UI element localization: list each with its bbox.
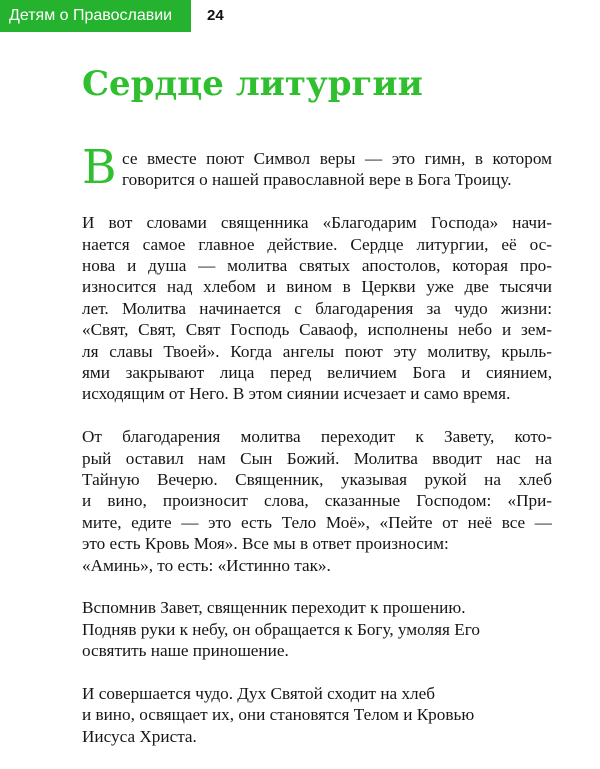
text-line: говорится о нашей православной вере в Бога Троицу. [122, 170, 512, 190]
paragraph-3 [82, 426, 552, 576]
paragraph-4 [82, 597, 552, 661]
text-line: и вино, произносит слова, сказанные Господом: «При- [82, 491, 552, 511]
page-number: 24 [207, 7, 224, 24]
drop-cap: В [82, 140, 117, 195]
text-line: Подняв руки к небу, он обращается к Богу, умоляя Его [82, 619, 480, 639]
text-line: Иисуса Христа. [82, 726, 197, 746]
text-line: нова и душа — молитва святых апостолов, которая про- [82, 256, 552, 275]
text-line: Тайную Вечерю. Священник, указывая рукой на хлеб [82, 470, 552, 490]
text-line: ями закрывают лица перед величием Бога и сиянием, [82, 363, 552, 383]
article-body [82, 140, 552, 769]
text-line: лет. Молитва начинается с благодарения за чудо жизни: [82, 298, 552, 318]
text-line: износится над хлебом и вином в Церкви уже две тысячи [82, 277, 552, 297]
paragraph-2 [82, 212, 552, 405]
paragraph-5 [82, 683, 552, 747]
text-line: и вино, освящает их, они становятся Телом и Кровью [82, 705, 475, 725]
paragraph-1 [82, 140, 552, 195]
text-line: И совершается чудо. Дух Святой сходит на хлеб [82, 684, 435, 704]
text-line: се вместе поют Символ веры — это гимн, в котором [122, 149, 552, 168]
text-line: освятить наше приношение. [82, 641, 289, 661]
text-line: ля славы Твоей». Когда ангелы поют эту молитву, крыль- [82, 341, 552, 361]
text-line: И вот словами священника «Благодарим Господа» начи- [82, 213, 552, 233]
text-line: мите, едите — это есть Тело Моё», «Пейте от неё все — [82, 512, 552, 532]
text-line: От благодарения молитва переходит к Завету, кото- [82, 427, 552, 447]
text-line: «Свят, Свят, Свят Господь Саваоф, исполнены небо и зем- [82, 320, 552, 340]
text-line: Вспомнив Завет, священник переходит к прошению. [82, 598, 466, 618]
text-line: рый оставил нам Сын Божий. Молитва вводит нас на [82, 448, 552, 468]
text-line: нается самое главное действие. Сердце литургии, её ос- [82, 234, 552, 254]
text-line: исходящим от Него. В этом сиянии исчезает и само время. [82, 384, 511, 404]
page-title: Сердце литургии [82, 64, 423, 104]
text-line: это есть Кровь Моя». Все мы в ответ произносим: [82, 534, 449, 554]
text-line: «Аминь», то есть: «Истинно так». [82, 555, 331, 575]
section-title-tab: Детям о Православии [0, 0, 191, 32]
